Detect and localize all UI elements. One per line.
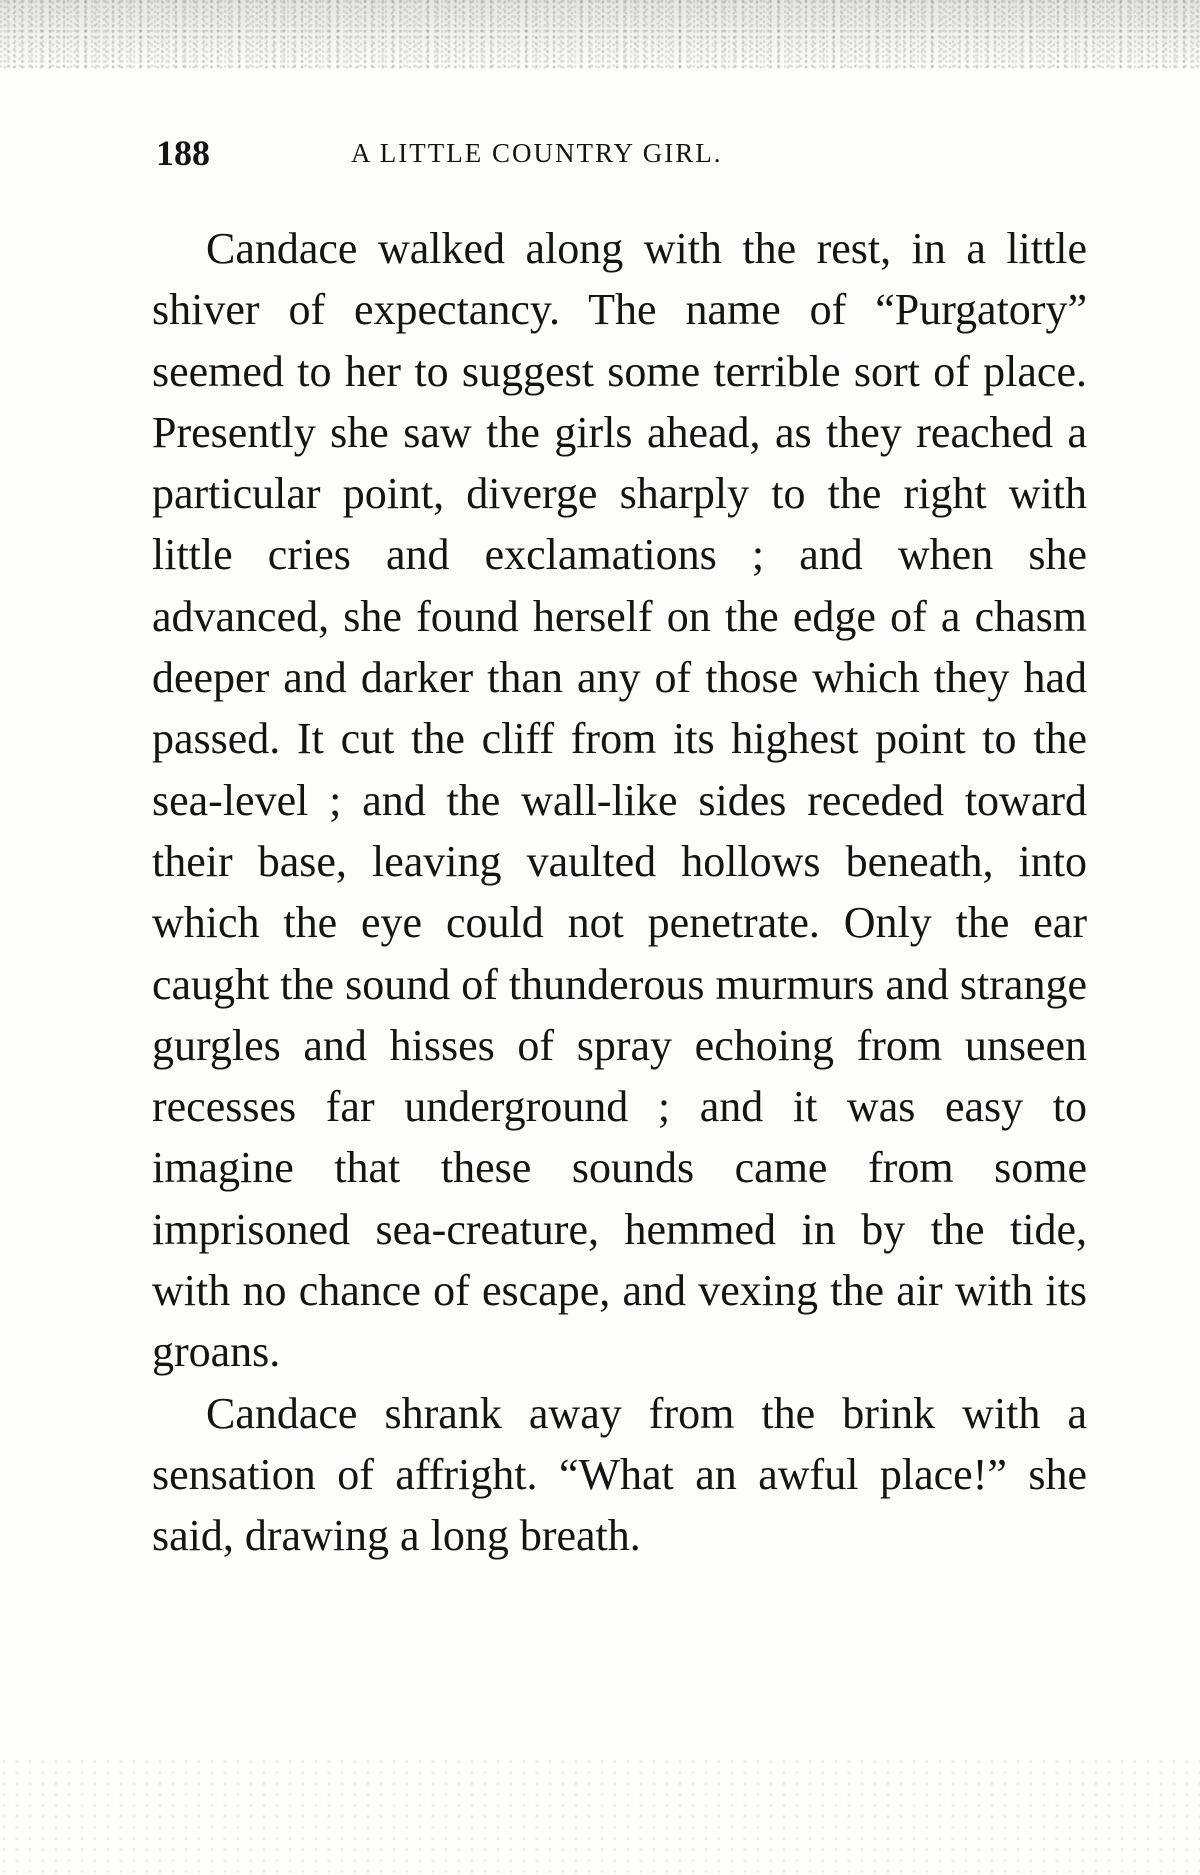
paragraph: Candace walked along with the rest, in a little shiver of expectancy. The name of “Purgatory” seemed to her to suggest some terrible sort of place. Presently she saw the girls ahead, as they reached a particular point, diverge sharply to the right with little cries and exclamations ; and when she advanced, she found herself on the edge of a chasm deeper and darker than any of those which they had passed. It cut the cliff from its highest point to the sea-level ; and the wall-like sides receded toward their base, leaving vaulted hollows beneath, into which the eye could not penetrate. Only the ear caught the sound of thunderous murmurs and strange gurgles and hisses of spray echoing from unseen recesses far underground ; and it was easy to imagine that these sounds came from some imprisoned sea-creature, hemmed in by the tide, with no chance of escape, and vexing the air with its groans. [152, 224, 1087, 1377]
scan-noise-bottom [0, 1755, 1200, 1875]
body-text [152, 218, 1087, 1567]
running-head [156, 128, 1096, 178]
running-title: A LITTLE COUNTRY GIRL. [351, 138, 723, 168]
scan-noise-top [0, 0, 1200, 70]
page-number: 188 [156, 133, 210, 173]
paragraph: Candace shrank away from the brink with a sensation of affright. “What an awful place!” she said, drawing a long breath. [152, 1388, 1087, 1561]
